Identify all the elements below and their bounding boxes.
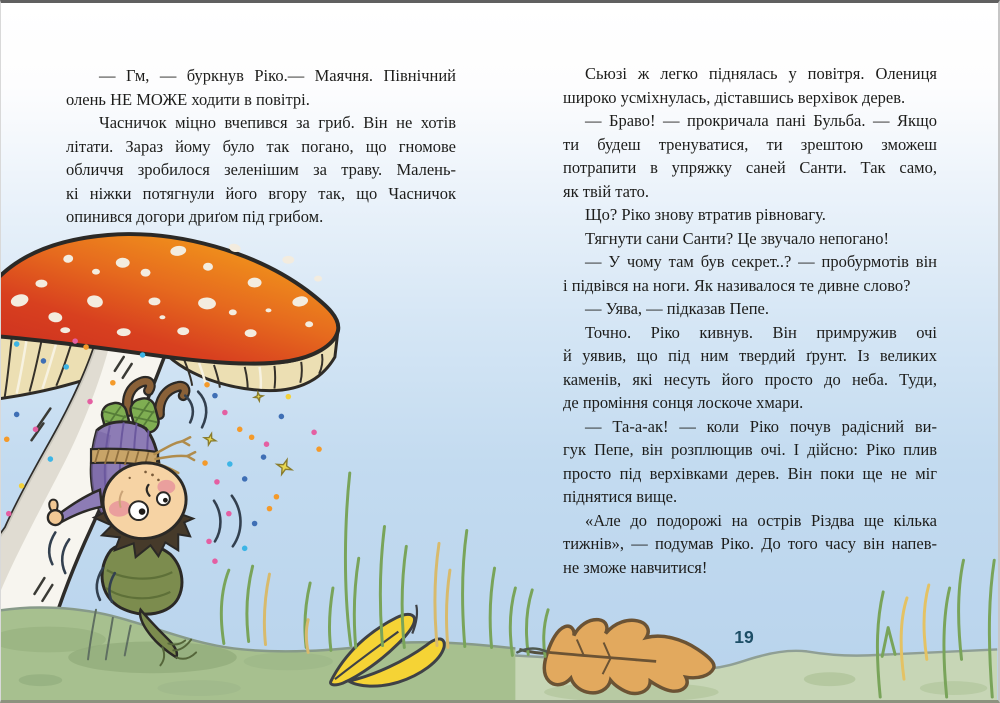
page-number: 19	[734, 627, 754, 647]
text-line: широко усміхнулась, діставшись верхівок дерев.	[563, 87, 906, 107]
text-line: — Браво! — прокричала пані Бульба. — Якщо	[585, 111, 937, 130]
text-line: — У чому там був секрет..? — пробурмотів він	[585, 252, 937, 271]
eye-small	[157, 492, 170, 505]
text-line: Сьюзі ж легко піднялась у повітря. Олениця	[585, 64, 937, 83]
text-line: літати. Зараз йому було так погано, що гномове	[66, 136, 456, 156]
text-line: як твій тато.	[563, 181, 649, 201]
text-line: — Та-а-ак! — коли Ріко почув радісний ви-	[585, 416, 937, 436]
right-page-text	[563, 62, 937, 579]
cheek-right	[157, 480, 175, 494]
text-line: — Гм, — буркнув Ріко.— Маячня. Північний	[99, 66, 456, 85]
text-line: де проміння сонця лоскоче хмари.	[563, 393, 804, 412]
sparkle-stars	[203, 391, 295, 477]
text-line: потрапити в упряжку саней Санти. Так само,	[563, 158, 937, 177]
text-line: олень НЕ МОЖЕ ходити в повітрі.	[66, 89, 310, 109]
text-line: гук Пепе, він розплющив очі. І дійсно: Ріко плив	[563, 440, 937, 459]
text-line: опинився догори дриґом під грибом.	[66, 207, 324, 226]
oak-leaf	[519, 620, 714, 694]
text-line: і підвівся на ноги. Як називалося те дивне слово?	[563, 275, 911, 295]
text-line: ти будеш тренуватися, ти зрештою зможеш	[563, 134, 937, 154]
eye-big	[129, 501, 148, 520]
text-line: — Уява, — підказав Пепе.	[585, 299, 769, 318]
text-line: кі ніжки потягнули його вгору так, що Часничок	[66, 183, 456, 203]
text-line: Часничок міцно вчепився за гриб. Він не хотів	[99, 113, 456, 132]
text-line: піднятися вище.	[563, 487, 678, 506]
text-line: каменів, які несуть його просто до неба. Туди,	[563, 369, 937, 389]
left-page-text	[66, 64, 456, 229]
text-line: просто під верхівками дерев. Він поки ще не міг	[563, 463, 937, 483]
text-line: Що? Ріко знову втратив рівновагу.	[585, 205, 826, 224]
text-line: тижнів», — подумав Ріко. До того часу він напев-	[563, 534, 937, 553]
text-line: Тягнути сани Санти? Це звучало непогано!	[585, 228, 889, 248]
text-line: обличчя зробилося зеленішим за траву. Малень-	[66, 160, 456, 179]
text-line: не зможе навчитися!	[563, 557, 708, 577]
text-line: Точно. Ріко кивнув. Він примружив очі	[585, 322, 937, 342]
text-line: й уявив, що під ним твердий ґрунт. Із великих	[563, 346, 937, 365]
text-line: «Але до подорожі на острів Різдва ще кілька	[585, 510, 937, 530]
